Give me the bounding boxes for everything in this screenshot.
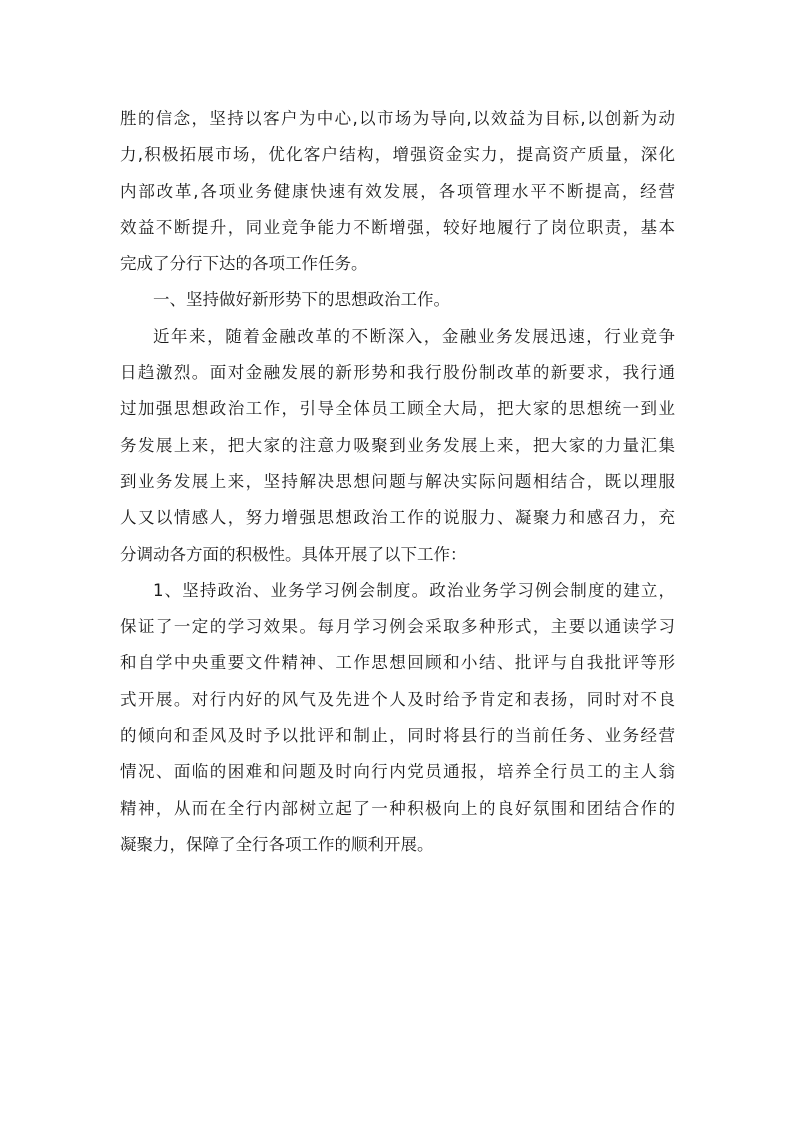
text-line: 完成了分行下达的各项工作任务。 [120,254,368,274]
text-line: 的倾向和歪风及时予以批评和制止，同时将县行的当前任务、业务经营 [120,726,675,746]
text-line: 精神，从而在全行内部树立起了一种积极向上的良好氛围和团结合作的 [120,798,675,818]
text-line: 力,积极拓展市场，优化客户结构，增强资金实力，提高资产质量，深化 [120,145,675,165]
document-body [120,101,675,863]
text-line: 1、坚持政治、业务学习例会制度。政治业务学习例会制度的建立， [153,580,675,600]
text-line: 务发展上来，把大家的注意力吸聚到业务发展上来，把大家的力量汇集 [120,435,675,455]
text-line: 到业务发展上来，坚持解决思想问题与解决实际问题相结合，既以理服 [120,471,675,491]
text-line: 效益不断提升，同业竞争能力不断增强，较好地履行了岗位职责，基本 [120,217,675,237]
text-line: 近年来，随着金融改革的不断深入，金融业务发展迅速，行业竞争 [153,326,675,346]
paragraph-2 [120,319,675,573]
text-line: 分调动各方面的积极性。具体开展了以下工作： [120,544,467,564]
text-line: 胜的信念，坚持以客户为中心,以市场为导向,以效益为目标,以创新为动 [120,109,675,128]
text-line: 日趋激烈。面对金融发展的新形势和我行股份制改革的新要求，我行通 [120,363,675,383]
text-line: 和自学中央重要文件精神、工作思想回顾和小结、批评与自我批评等形 [120,653,675,673]
paragraph-1 [120,101,675,282]
text-line: 过加强思想政治工作，引导全体员工顾全大局，把大家的思想统一到业 [120,399,675,419]
text-line: 保证了一定的学习效果。每月学习例会采取多种形式，主要以通读学习 [120,617,675,637]
section-heading [120,282,675,318]
text-line: 内部改革,各项业务健康快速有效发展，各项管理水平不断提高，经营 [120,181,675,201]
text-line: 一、坚持做好新形势下的思想政治工作。 [153,290,450,310]
text-line: 式开展。对行内好的风气及先进个人及时给予肯定和表扬，同时对不良 [120,689,675,709]
paragraph-3 [120,573,675,863]
text-line: 人又以情感人，努力增强思想政治工作的说服力、凝聚力和感召力，充 [120,508,675,528]
text-line: 凝聚力，保障了全行各项工作的顺利开展。 [120,834,434,854]
text-line: 情况、面临的困难和问题及时向行内党员通报，培养全行员工的主人翁 [120,762,675,782]
